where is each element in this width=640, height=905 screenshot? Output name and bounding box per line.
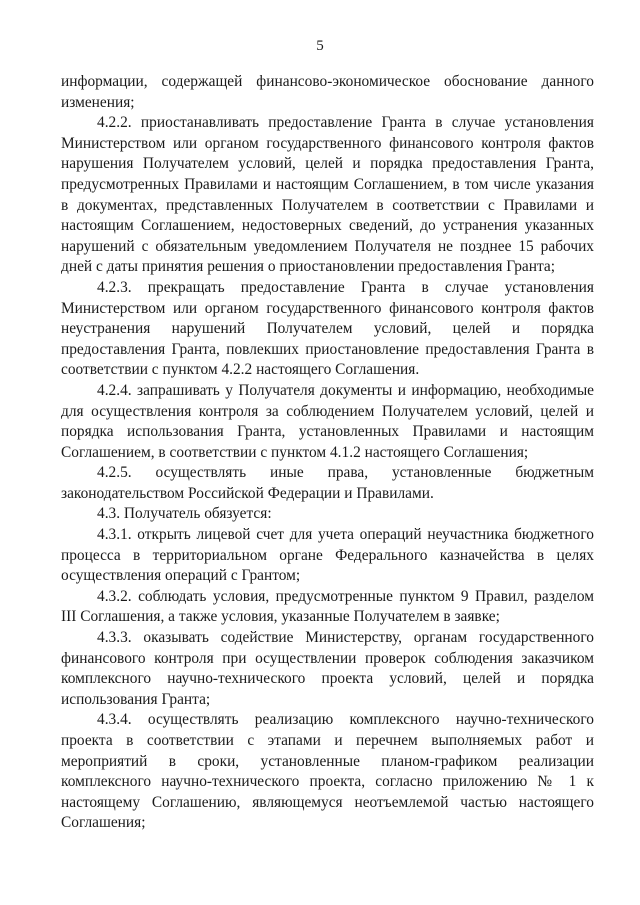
paragraph-4-2-4: 4.2.4. запрашивать у Получателя документы и информацию, необходимые для осуществления контроля за соблюдением Получателем условий, целей и порядка использования Гранта, установленных Правилами и настоящим Соглашением, в соответствии с пунктом 4.1.2 настоящего Соглашения; (61, 381, 594, 461)
paragraph-4-3-2: 4.3.2. соблюдать условия, предусмотренные пунктом 9 Правил, разделом III Соглашения, а также условия, указанные Получателем в заявке; (61, 587, 594, 626)
document-body (61, 72, 594, 834)
paragraph-continuation: информации, содержащей финансово-экономическое обоснование данного изменения; (61, 73, 594, 111)
paragraph-4-3-1: 4.3.1. открыть лицевой счет для учета операций неучастника бюджетного процесса в территориальном органе Федерального казначейства в целях осуществления операций с Грантом; (61, 526, 594, 585)
paragraph-4-3: 4.3. Получатель обязуется: (97, 505, 272, 523)
paragraph-4-3-3: 4.3.3. оказывать содействие Министерству, органам государственного финансового контроля при осуществлении проверок соблюдения заказчиком комплексного научно-технического проекта условий, целей и порядка использования Гранта; (61, 629, 594, 708)
paragraph-4-2-3: 4.2.3. прекращать предоставление Гранта в случае установления Министерством или органом государственного финансового контроля фактов неустранения нарушений Получателем условий, целей и порядка предоставления Гранта, повлекших приостановление предоставления Гранта в соответствии с пунктом 4.2.2 настоящего Соглашения. (61, 278, 594, 379)
paragraph-4-2-2: 4.2.2. приостанавливать предоставление Гранта в случае установления Министерством или органом государственного финансового контроля фактов нарушения Получателем условий, целей и порядка предоставления Гранта, предусмотренных Правилами и настоящим Соглашением, в том числе указания в документах, представленных Получателем в соответствии с Правилами и настоящим Соглашением, недостоверных сведений, до устранения указанных нарушений с обязательным уведомлением Получателя не позднее 15 рабочих дней с даты принятия решения о приостановлении предоставления Гранта; (61, 114, 594, 276)
page-number: 5 (316, 38, 324, 54)
paragraph-4-2-5: 4.2.5. осуществлять иные права, установленные бюджетным законодательством Российской Федерации и Правилами. (61, 464, 594, 502)
paragraph-4-3-4: 4.3.4. осуществлять реализацию комплексного научно-технического проекта в соответствии с этапами и перечнем выполняемых работ и мероприятий в сроки, установленные планом-графиком реализации комплексного научно-технического проекта, согласно приложению № 1 к настоящему Соглашению, являющемуся неотъемлемой частью настоящего Соглашения; (61, 711, 594, 832)
